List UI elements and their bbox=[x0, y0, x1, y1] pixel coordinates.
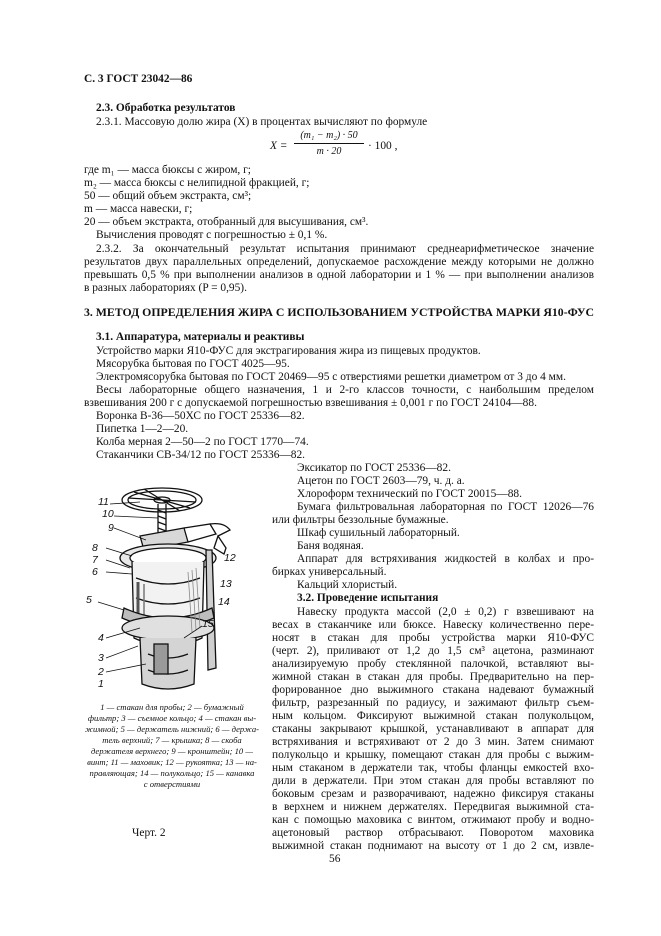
equipment-item: Шкаф сушильный лабораторный. bbox=[297, 527, 460, 539]
figure-label: 10 bbox=[102, 508, 114, 520]
figure-label: 5 bbox=[86, 594, 92, 606]
formula bbox=[270, 130, 420, 164]
procedure-line: форированное дно выжимного стакана надевают бумажный bbox=[272, 684, 594, 696]
figure-caption-line: с отверстиями bbox=[143, 779, 201, 789]
procedure-line: (черт. 2), приливают от 1,2 до 1,5 см³ ацетона, разминают bbox=[272, 645, 594, 657]
where-line: где m₁ — масса бюксы с жиром, г; bbox=[84, 164, 251, 176]
procedure-line: Навеску продукта массой (2,0 ± 0,2) г взвешивают на bbox=[297, 606, 594, 618]
figure-caption-line: жимной; 5 — держатель нижний; 6 — держа- bbox=[84, 724, 260, 734]
equipment-item: Эксикатор по ГОСТ 25336—82. bbox=[297, 462, 451, 474]
paragraph-2-3-2: превышать 0,5 % при выполнении анализов в одной лаборатории и 1 % — при выполнении анализов bbox=[84, 269, 594, 281]
procedure-line: выжимной стакан поднимают на высоту от 1 до 2 см, извле- bbox=[272, 840, 594, 852]
equipment-item: взвешивания 200 г с допускаемой погрешностью взвешивания ± 0,001 г по ГОСТ 24104—88. bbox=[84, 397, 537, 409]
figure-label: 11 bbox=[98, 496, 109, 508]
equipment-item: Мясорубка бытовая по ГОСТ 4025—95. bbox=[96, 358, 290, 370]
figure-label: 4 bbox=[98, 632, 104, 644]
procedure-line: фильтр, разрезанный по радиусу, и зажимают фильтр съем- bbox=[272, 697, 594, 709]
procedure-line: носят в стакан для пробы устройства марки Я10-ФУС bbox=[272, 632, 594, 644]
figure-label: 7 bbox=[92, 554, 98, 566]
figure-label: 12 bbox=[224, 552, 236, 564]
equipment-item: Весы лабораторные общего назначения, 1 и 2-го классов точности, с наибольшим пределом bbox=[96, 384, 594, 396]
section-heading-3-2: 3.2. Проведение испытания bbox=[297, 592, 439, 604]
procedure-line: весах в стаканчике или бюксе. Навеску количественно пере- bbox=[272, 619, 594, 631]
procedure-line: дили в держатели. При этом стакан для пробы вставляют по bbox=[272, 775, 594, 787]
procedure-line: анализируемую пробу стеклянной палочкой, вставляют вы- bbox=[272, 658, 594, 670]
formula-denominator: m · 20 bbox=[316, 146, 342, 157]
where-line: 50 — общий объем экстракта, см³; bbox=[84, 190, 252, 202]
figure-label: 15 bbox=[202, 618, 214, 630]
figure-label: 13 bbox=[220, 578, 232, 590]
figure-label: 2 bbox=[98, 666, 104, 678]
section-heading-2-3: 2.3. Обработка результатов bbox=[96, 102, 236, 114]
figure-label: 3 bbox=[98, 652, 104, 664]
precision-line: Вычисления проводят с погрешностью ± 0,1 %. bbox=[96, 229, 328, 241]
procedure-line: стаканы закрывают крышкой, устанавливают в аппарат для bbox=[272, 723, 594, 735]
fraction-bar bbox=[294, 143, 364, 144]
equipment-item: Пипетка 1—2—20. bbox=[96, 423, 189, 435]
equipment-item: Бумага фильтровальная лабораторная по ГОСТ 12026—76 bbox=[297, 501, 594, 513]
paragraph-2-3-2: 2.3.2. За окончательный результат испытания принимают среднеарифметическое значение bbox=[96, 243, 594, 255]
section-heading-3-1: 3.1. Аппаратура, материалы и реактивы bbox=[96, 331, 305, 343]
page-header: С. 3 ГОСТ 23042—86 bbox=[84, 73, 193, 85]
procedure-line: ным кольцом. Фиксируют выжимной стакан полукольцом, bbox=[272, 710, 594, 722]
page-number: 56 bbox=[329, 853, 341, 865]
equipment-item: Колба мерная 2—50—2 по ГОСТ 1770—74. bbox=[96, 436, 309, 448]
equipment-item: Устройство марки Я10-ФУС для экстрагирования жира из пищевых продуктов. bbox=[96, 345, 481, 357]
where-line: m₂ — масса бюксы с нелипидной фракцией, г; bbox=[84, 177, 310, 189]
paragraph-2-3-1: 2.3.1. Массовую долю жира (X) в процентах вычисляют по формуле bbox=[96, 116, 428, 128]
equipment-item: бирках универсальный. bbox=[272, 566, 387, 578]
figure-name: Черт. 2 bbox=[132, 827, 166, 839]
equipment-item: Стаканчики СВ-34/12 по ГОСТ 25336—82. bbox=[96, 449, 306, 461]
figure-caption-line: тель верхний; 7 — крышка; 8 — скоба bbox=[102, 735, 242, 745]
formula-rhs: · 100 , bbox=[368, 140, 398, 152]
formula-numerator: (m₁ − m₂) · 50 bbox=[300, 130, 358, 141]
procedure-line: в верхнем и нижнем держателях. Передвигая выжимной ста- bbox=[272, 801, 594, 813]
section-3-title: 3. МЕТОД ОПРЕДЕЛЕНИЯ ЖИРА С ИСПОЛЬЗОВАНИЕМ УСТРОЙСТВА МАРКИ Я10-ФУС bbox=[84, 305, 595, 319]
equipment-item: Воронка В-36—50ХС по ГОСТ 25336—82. bbox=[96, 410, 305, 422]
equipment-item: или фильтры беззольные бумажные. bbox=[272, 514, 449, 526]
procedure-line: встряхивания и встряхивают от 2 до 3 мин. Затем снимают bbox=[272, 736, 594, 748]
figure-caption-line: винт; 11 — маховик; 12 — рукоятка; 13 — на- bbox=[87, 757, 257, 767]
figure-label: 9 bbox=[108, 522, 114, 534]
where-line: m — масса навески, г; bbox=[84, 203, 193, 215]
apparatus-drawing bbox=[84, 478, 264, 696]
paragraph-2-3-2: результатов двух параллельных определений, допускаемое расхождение между которыми не должно bbox=[84, 256, 594, 268]
figure-caption-line: правляющая; 14 — полукольцо; 15 — канавка bbox=[89, 768, 255, 778]
procedure-line: боковым срезам и разворачивают, надежно фиксируя стаканы bbox=[272, 788, 594, 800]
figure-caption-line: держателя верхнего; 9 — кронштейн; 10 — bbox=[90, 746, 254, 756]
figure-caption-line: 1 — стакан для пробы; 2 — бумажный bbox=[100, 702, 244, 712]
paragraph-2-3-2: в разных лабораториях (P = 0,95). bbox=[84, 282, 247, 294]
procedure-line: кан с помощью маховика с винтом, отжимают пробу и водно- bbox=[272, 814, 594, 826]
equipment-item: Кальций хлористый. bbox=[297, 579, 398, 591]
equipment-item: Электромясорубка бытовая по ГОСТ 20469—95 с отверстиями решетки диаметром от 3 до 4 мм. bbox=[96, 371, 566, 383]
where-line: 20 — объем экстракта, отобранный для высушивания, см³. bbox=[84, 216, 369, 228]
figure-label: 6 bbox=[92, 566, 98, 578]
figure-label: 1 bbox=[98, 678, 104, 690]
equipment-item: Баня водяная. bbox=[297, 540, 364, 552]
procedure-line: ацетоновый раствор отбрасывают. Поворотом маховика bbox=[272, 827, 594, 839]
procedure-line: ным стаканом в держатели так, чтобы фланцы емкостей вхо- bbox=[272, 762, 594, 774]
equipment-item: Хлороформ технический по ГОСТ 20015—88. bbox=[297, 488, 522, 500]
formula-lhs: X = bbox=[270, 140, 288, 152]
figure-label: 14 bbox=[218, 596, 230, 608]
equipment-item: Аппарат для встряхивания жидкостей в колбах и про- bbox=[297, 553, 594, 565]
equipment-item: Ацетон по ГОСТ 2603—79, ч. д. а. bbox=[297, 475, 465, 487]
figure-label: 8 bbox=[92, 542, 98, 554]
procedure-line: жимной стакан в стакан для пробы. Предварительно на пер- bbox=[272, 671, 594, 683]
procedure-line: полукольцо и крышку, помещают стакан для пробы с выжим- bbox=[272, 749, 594, 761]
figure-caption-line: фильтр; 3 — съемное кольцо; 4 — стакан вы- bbox=[87, 713, 257, 723]
